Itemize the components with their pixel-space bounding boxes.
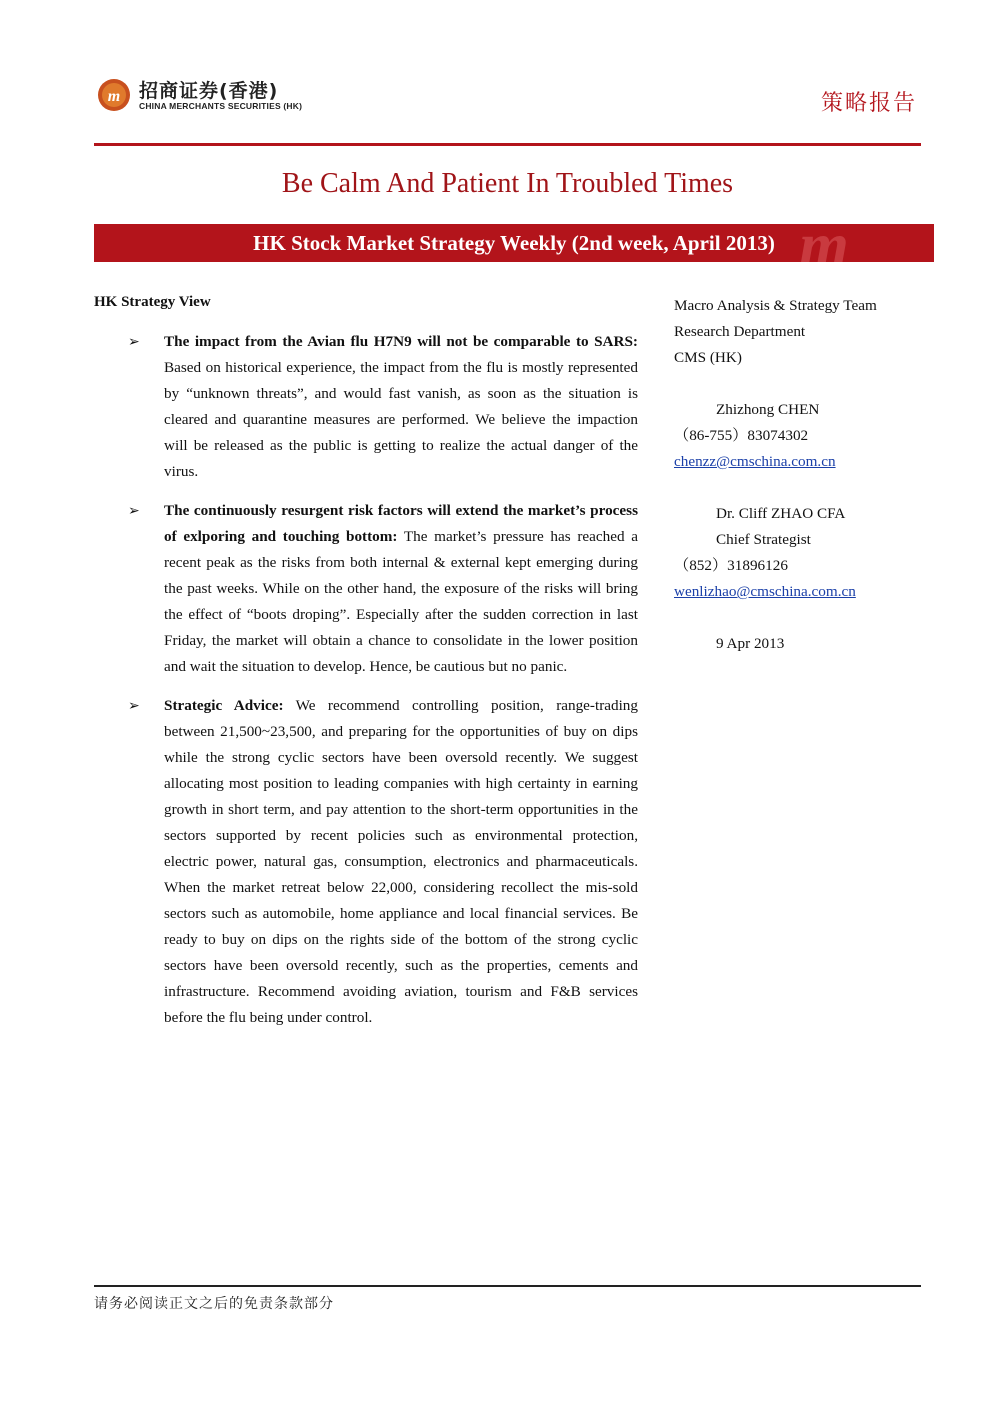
analyst-role: Chief Strategist bbox=[716, 531, 811, 548]
bullet-paragraph bbox=[164, 498, 638, 680]
arrow-bullet-icon: ➢ bbox=[128, 334, 140, 350]
analyst-phone: （86-755）83074302 bbox=[674, 427, 809, 444]
bullet-text: Based on historical experience, the impact from the flu is mostly represented by “unknown threats”, and would fast vanish, as soon as the situation is cleared and quarantine measures are performed. We believe the impaction will be released as the public is getting to realize the actual danger of the virus. bbox=[164, 359, 638, 480]
bullet-paragraph bbox=[164, 329, 638, 485]
bullet-lead: The continuously resurgent risk factors will extend the market’s process of exlporing and touching bottom: bbox=[164, 502, 638, 545]
spacer bbox=[674, 475, 924, 501]
spacer bbox=[674, 371, 924, 397]
report-date: 9 Apr 2013 bbox=[716, 635, 785, 652]
document-type-label: 策略报告 bbox=[820, 91, 917, 116]
list-item bbox=[126, 498, 638, 680]
report-title: Be Calm And Patient In Troubled Times bbox=[281, 168, 734, 199]
list-item bbox=[126, 693, 638, 1031]
team-name: Macro Analysis & Strategy Team bbox=[674, 297, 877, 314]
analyst-phone: （852）31896126 bbox=[674, 557, 788, 574]
company-logo bbox=[97, 76, 327, 118]
strategy-bullet-list bbox=[126, 329, 638, 1044]
bullet-text: The market’s pressure has reached a recent peak as the risks from both internal & external kept emerging during the past weeks. While on the other hand, the exposure of the risks will bring the effect of “boots droping”. Especially after the sudden correction in last Friday, the market will obtain a chance to consolidate in the lower position and wait the situation to develop. Hence, be cautious but no panic. bbox=[164, 528, 638, 675]
report-banner bbox=[94, 218, 934, 268]
svg-text:m: m bbox=[799, 218, 849, 268]
analyst-email-link[interactable]: wenlizhao@cmschina.com.cn bbox=[674, 583, 856, 600]
arrow-bullet-icon: ➢ bbox=[128, 503, 140, 519]
cms-logo-icon bbox=[97, 78, 131, 112]
spacer bbox=[674, 605, 924, 631]
svg-text:m: m bbox=[107, 88, 121, 105]
analyst-email-link[interactable]: chenzz@cmschina.com.cn bbox=[674, 453, 836, 470]
header-divider bbox=[94, 143, 921, 146]
bullet-paragraph bbox=[164, 693, 638, 1031]
company-name: CMS (HK) bbox=[674, 349, 742, 366]
footer-disclaimer: 请务必阅读正文之后的免责条款部分 bbox=[94, 1296, 334, 1312]
logo-chinese-text: 招商证券(香港) bbox=[139, 80, 279, 102]
footer-divider bbox=[94, 1285, 921, 1287]
arrow-bullet-icon: ➢ bbox=[128, 698, 140, 714]
bullet-lead: Strategic Advice: bbox=[164, 697, 284, 714]
author-sidebar bbox=[674, 293, 924, 657]
list-item bbox=[126, 329, 638, 485]
department-name: Research Department bbox=[674, 323, 806, 340]
banner-subtitle: HK Stock Market Strategy Weekly (2nd week, April 2013) bbox=[253, 231, 775, 255]
analyst-name: Zhizhong CHEN bbox=[716, 401, 820, 418]
bullet-text: We recommend controlling position, range-trading between 21,500~23,500, and preparing for the opportunities of buy on dips while the strong cyclic sectors have been oversold recently. We suggest allocating most position to leading companies with high certainty in earning growth in short term, and pay attention to the short-term opportunities in the sectors supported by recent policies such as environmental protection, electric power, natural gas, consumption, electronics and pharmaceuticals. When the market retreat below 22,000, considering recollect the mis-sold sectors such as automobile, home appliance and local financial services. Be ready to buy on dips on the rights side of the bottom of the strong cyclic sectors have been oversold recently, such as the properties, cements and infrastructure. Recommend avoiding aviation, tourism and F&B services before the flu being under control. bbox=[164, 697, 638, 1026]
section-heading: HK Strategy View bbox=[94, 294, 211, 310]
logo-english-text: CHINA MERCHANTS SECURITIES (HK) bbox=[139, 101, 303, 111]
bullet-lead: The impact from the Avian flu H7N9 will not be comparable to SARS: bbox=[164, 333, 638, 350]
analyst-name: Dr. Cliff ZHAO CFA bbox=[716, 505, 846, 522]
